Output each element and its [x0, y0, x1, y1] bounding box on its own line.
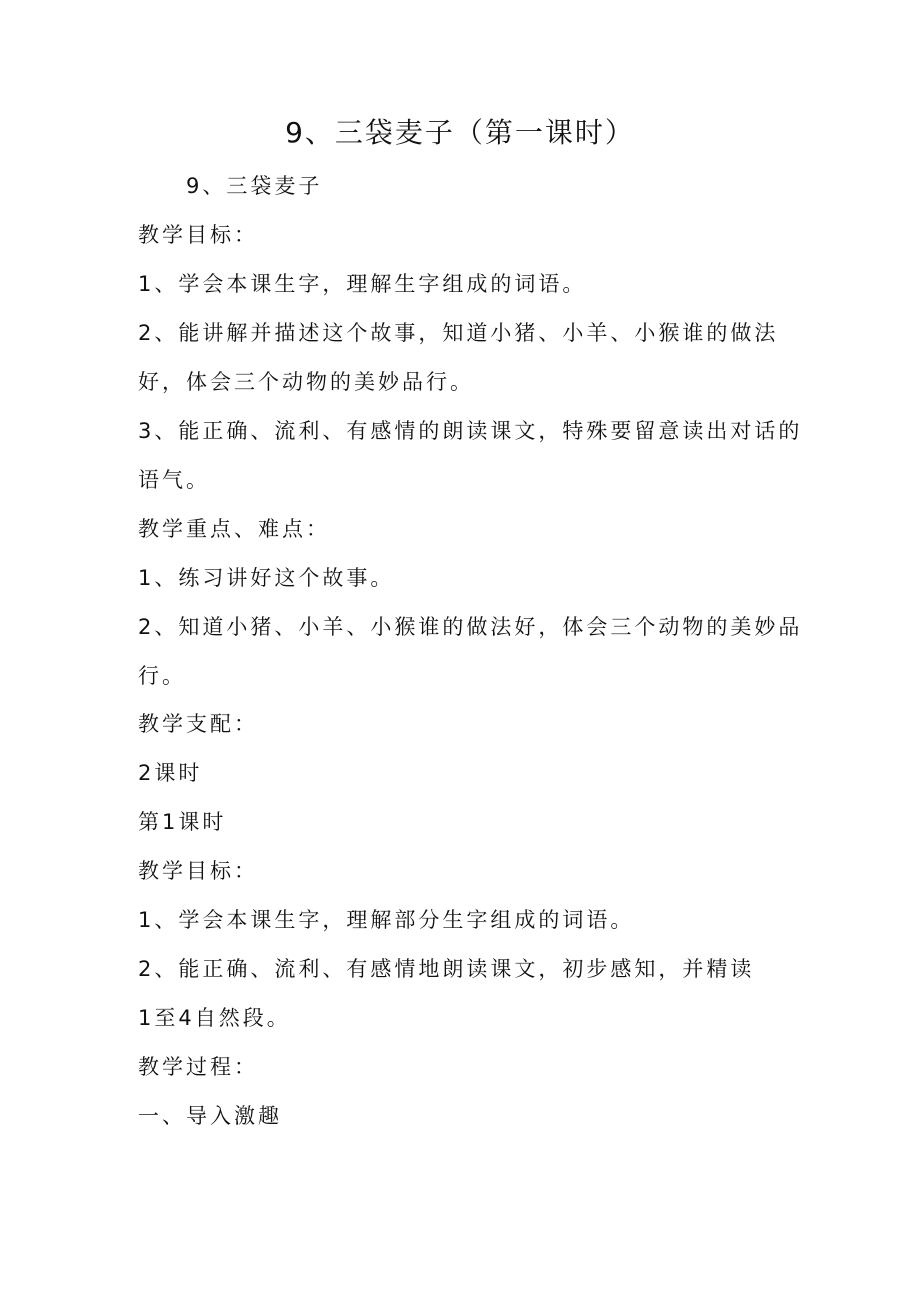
- heading-key-points: 教学重点、难点：: [138, 517, 330, 541]
- text-line: 好，体会三个动物的美妙品行。: [138, 370, 474, 394]
- text-line: 3、能正确、流利、有感情的朗读课文，特殊要留意读出对话的: [138, 419, 803, 443]
- text-line: 1至4自然段。: [138, 1006, 291, 1030]
- heading-teaching-arrangement: 教学支配：: [138, 712, 258, 736]
- heading-teaching-goals: 教学目标：: [138, 223, 258, 247]
- document-subtitle: 9、三袋麦子: [186, 174, 323, 198]
- text-line: 2、能讲解并描述这个故事，知道小猪、小羊、小猴谁的做法: [138, 321, 779, 345]
- text-line: 2、知道小猪、小羊、小猴谁的做法好，体会三个动物的美妙品: [138, 615, 803, 639]
- text-line: 1、学会本课生字，理解部分生字组成的词语。: [138, 908, 635, 932]
- text-line: 2课时: [138, 761, 203, 785]
- heading-teaching-process: 教学过程：: [138, 1055, 258, 1079]
- document-title: 9、三袋麦子（第一课时）: [285, 116, 635, 149]
- heading-first-lesson: 第1课时: [138, 810, 227, 834]
- text-line: 语气。: [138, 468, 210, 492]
- text-line: 2、能正确、流利、有感情地朗读课文，初步感知，并精读: [138, 957, 755, 981]
- section-heading: 一、导入激趣: [138, 1104, 282, 1128]
- text-line: 1、学会本课生字，理解生字组成的词语。: [138, 272, 587, 296]
- text-line: 行。: [138, 664, 186, 688]
- heading-teaching-goals: 教学目标：: [138, 859, 258, 883]
- text-line: 1、练习讲好这个故事。: [138, 566, 395, 590]
